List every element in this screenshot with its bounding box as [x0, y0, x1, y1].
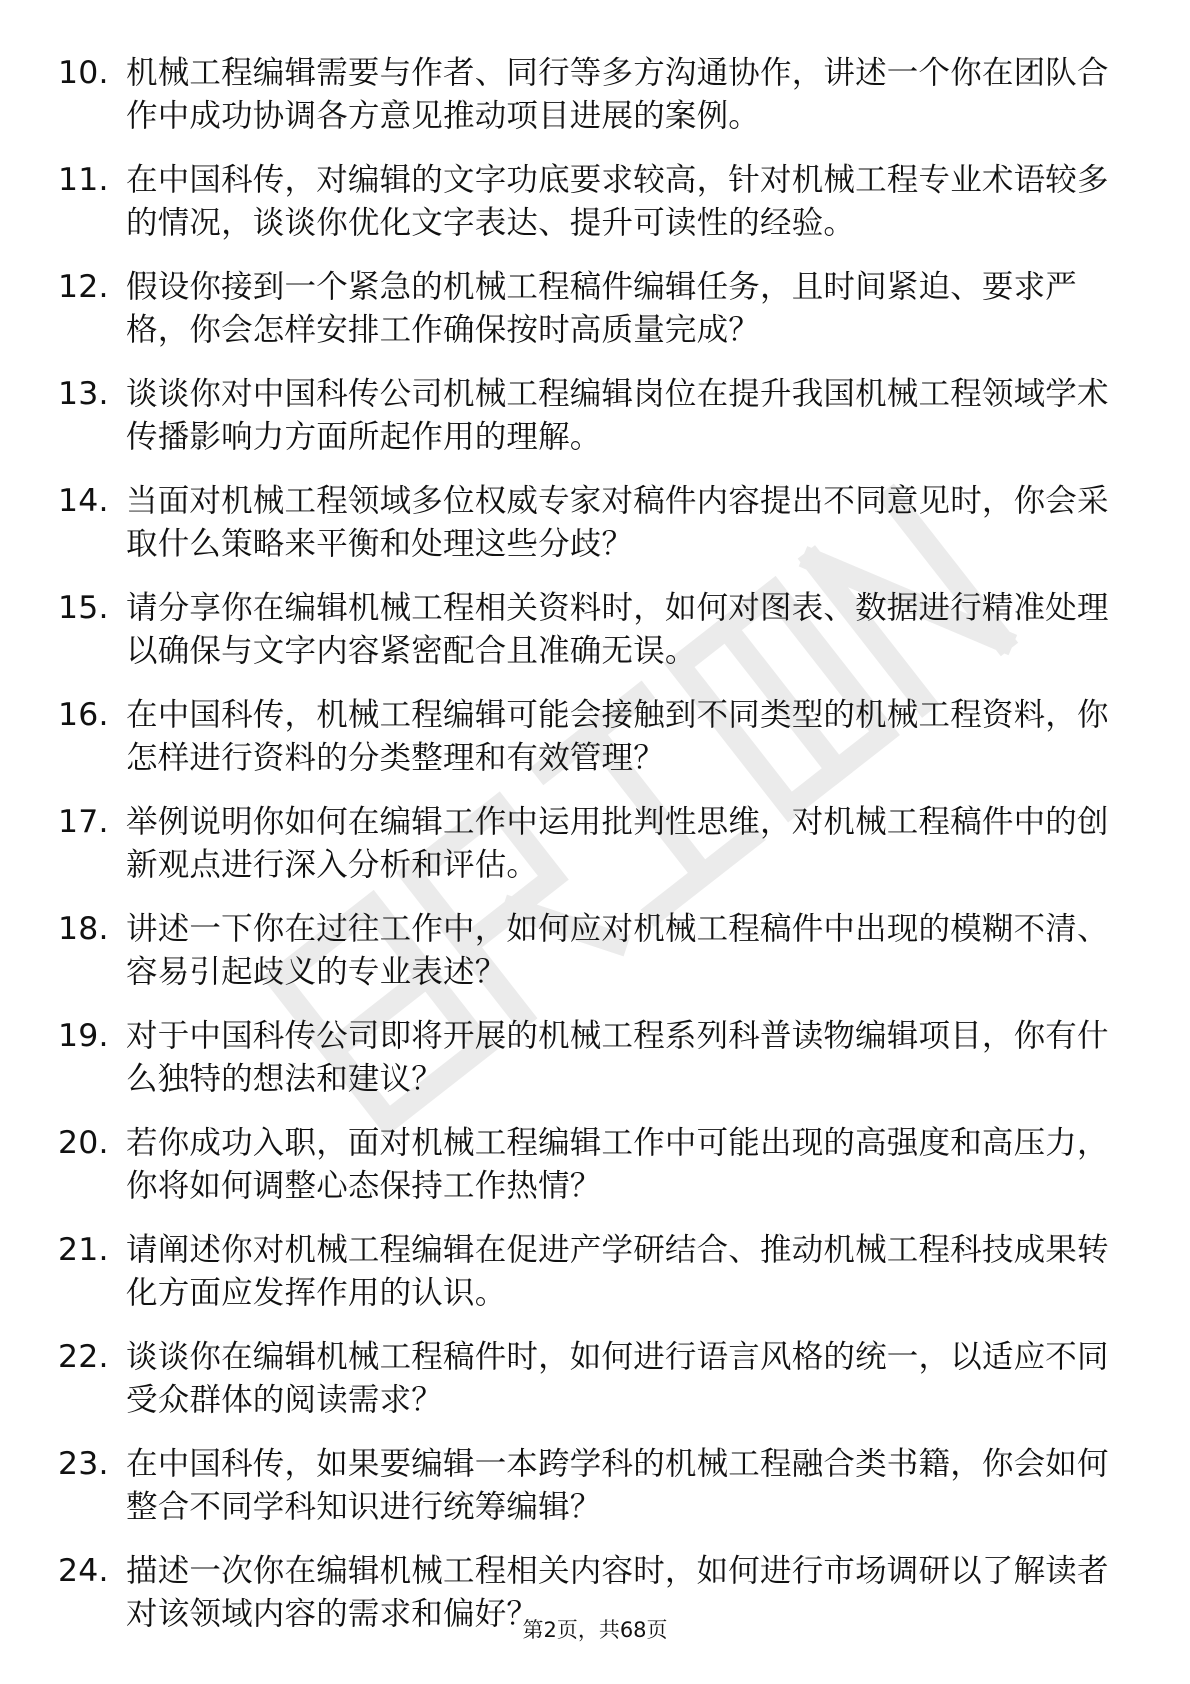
question-item-21	[58, 1229, 1118, 1315]
question-number: 20.	[58, 1125, 109, 1161]
question-text: 对于中国科传公司即将开展的机械工程系列科普读物编辑项目，你有什么独特的想法和建议？	[126, 1018, 1109, 1097]
question-number: 10.	[58, 55, 109, 91]
question-item-19	[58, 1015, 1118, 1101]
question-item-20	[58, 1122, 1118, 1208]
question-number: 24.	[58, 1553, 109, 1589]
question-number: 16.	[58, 697, 109, 733]
question-item-18	[58, 908, 1118, 994]
question-text: 在中国科传，对编辑的文字功底要求较高，针对机械工程专业术语较多的情况，谈谈你优化文字表达、提升可读性的经验。	[126, 162, 1109, 241]
question-number: 19.	[58, 1018, 109, 1054]
question-number: 18.	[58, 911, 109, 947]
question-list	[58, 52, 1118, 1657]
question-number: 11.	[58, 162, 109, 198]
question-text: 讲述一下你在过往工作中，如何应对机械工程稿件中出现的模糊不清、容易引起歧义的专业表述？	[126, 911, 1109, 990]
question-item-14	[58, 480, 1118, 566]
question-text: 当面对机械工程领域多位权威专家对稿件内容提出不同意见时，你会采取什么策略来平衡和处理这些分歧？	[126, 483, 1109, 562]
question-text: 请阐述你对机械工程编辑在促进产学研结合、推动机械工程科技成果转化方面应发挥作用的认识。	[126, 1232, 1109, 1311]
question-item-13	[58, 373, 1118, 459]
question-text: 在中国科传，如果要编辑一本跨学科的机械工程融合类书籍，你会如何整合不同学科知识进行统筹编辑？	[126, 1446, 1109, 1525]
question-item-23	[58, 1443, 1118, 1529]
question-text: 若你成功入职，面对机械工程编辑工作中可能出现的高强度和高压力，你将如何调整心态保持工作热情？	[126, 1125, 1109, 1204]
question-item-17	[58, 801, 1118, 887]
question-number: 13.	[58, 376, 109, 412]
question-number: 21.	[58, 1232, 109, 1268]
page-footer	[0, 1616, 1190, 1644]
question-text: 谈谈你对中国科传公司机械工程编辑岗位在提升我国机械工程领域学术传播影响力方面所起作用的理解。	[126, 376, 1109, 455]
question-item-12	[58, 266, 1118, 352]
question-item-11	[58, 159, 1118, 245]
question-text: 机械工程编辑需要与作者、同行等多方沟通协作，讲述一个你在团队合作中成功协调各方意见推动项目进展的案例。	[126, 55, 1109, 134]
question-number: 14.	[58, 483, 109, 519]
page-number-label: 第2页，共68页	[522, 1618, 668, 1642]
question-text: 在中国科传，机械工程编辑可能会接触到不同类型的机械工程资料，你怎样进行资料的分类整理和有效管理？	[126, 697, 1109, 776]
question-item-10	[58, 52, 1118, 138]
question-number: 23.	[58, 1446, 109, 1482]
question-number: 15.	[58, 590, 109, 626]
question-number: 17.	[58, 804, 109, 840]
question-text: 谈谈你在编辑机械工程稿件时，如何进行语言风格的统一，以适应不同受众群体的阅读需求？	[126, 1339, 1109, 1418]
question-item-22	[58, 1336, 1118, 1422]
question-text: 请分享你在编辑机械工程相关资料时，如何对图表、数据进行精准处理以确保与文字内容紧密配合且准确无误。	[126, 590, 1109, 669]
question-number: 12.	[58, 269, 109, 305]
question-text: 假设你接到一个紧急的机械工程稿件编辑任务，且时间紧迫、要求严格，你会怎样安排工作确保按时高质量完成？	[126, 269, 1078, 348]
question-item-15	[58, 587, 1118, 673]
question-text: 举例说明你如何在编辑工作中运用批判性思维，对机械工程稿件中的创新观点进行深入分析和评估。	[126, 804, 1109, 883]
question-number: 22.	[58, 1339, 109, 1375]
question-text: 描述一次你在编辑机械工程相关内容时，如何进行市场调研以了解读者对该领域内容的需求和偏好？	[126, 1553, 1109, 1632]
question-item-16	[58, 694, 1118, 780]
